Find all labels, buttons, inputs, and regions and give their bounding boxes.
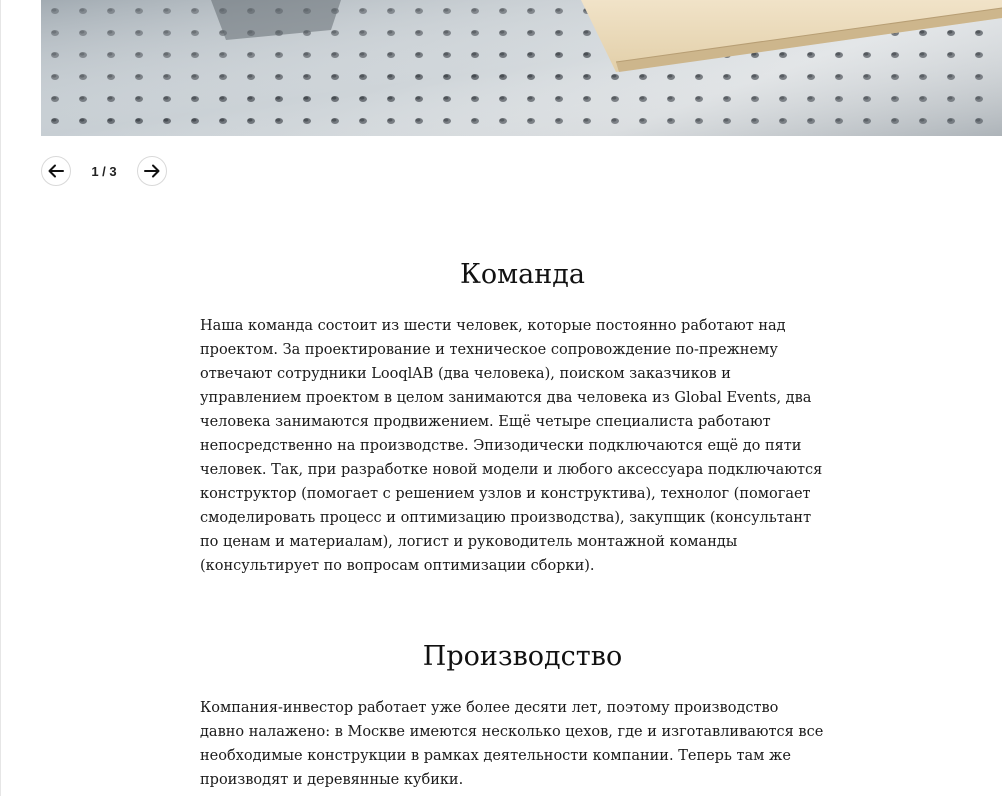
next-slide-button[interactable] [137, 156, 167, 186]
team-paragraph: Наша команда состоит из шести человек, которые постоянно работают над проектом. За проектирование и техническое сопровождение по-прежнему отвечают сотрудники LooqlAB (два человека), поиском заказчиков и управлением проектом в целом занимаются два человека из Global Events, два человека занимаются продвижением. Ещё четыре специалиста работают непосредственно на производстве. Эпизодически подключаются ещё до пяти человек. Так, при разработке новой модели и любого аксессуара подключаются конструктор (помогает с решением узлов и конструктива), технолог (помогает смоделировать процесс и оптимизацию производства), закупщик (консультант по ценам и материалам), логист и руководитель монтажной команды (консультирует по вопросам оптимизации сборки). [200, 318, 823, 574]
arrow-right-icon [144, 164, 160, 178]
prev-slide-button[interactable] [41, 156, 71, 186]
arrow-left-icon [48, 164, 64, 178]
production-section [200, 640, 825, 792]
slider-controls [41, 155, 167, 187]
hero-photo [41, 0, 1002, 136]
hero-image [41, 0, 1002, 136]
team-heading: Команда [460, 259, 585, 290]
production-paragraph: Компания-инвестор работает уже более десяти лет, поэтому производство давно налажено: в Москве имеются несколько цехов, где и изготавливаются все необходимые конструкции в рамках деятельности компании. Теперь там же производят и деревянные кубики. [200, 700, 824, 788]
slide-counter: 1 / 3 [91, 163, 117, 179]
left-divider [0, 0, 1, 796]
team-section [200, 258, 825, 578]
production-heading: Производство [422, 641, 623, 672]
